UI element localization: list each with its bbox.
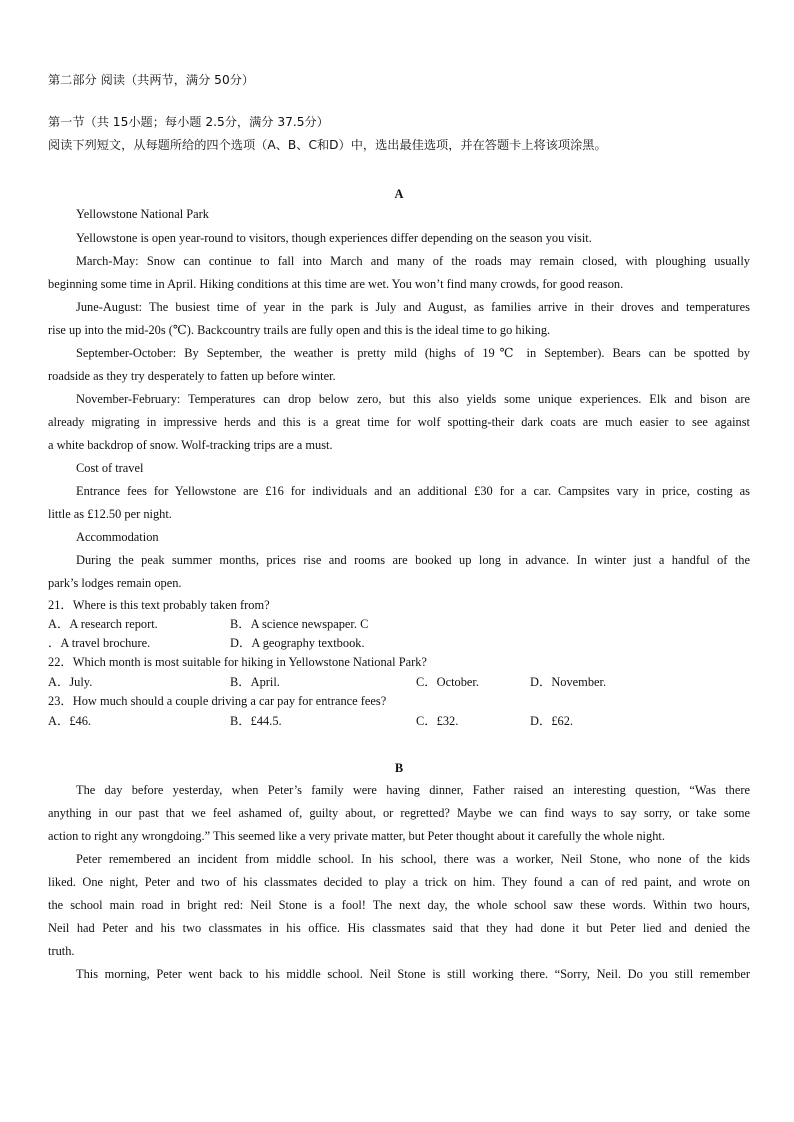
passage-a-line: beginning some time in April. Hiking conditions at this time are wet. You won’t find many crowds, for good reason. xyxy=(48,277,624,291)
passage-a-line: rise up into the mid-20s (℃). Backcountry trails are fully open and this is the ideal time to go hiking. xyxy=(48,323,551,337)
passage-b-line: anything in our past that we feel ashamed of, guilty about, or regretted? Maybe we can find ways to say sorry, or take some xyxy=(48,806,750,820)
passage-b-line: truth. xyxy=(48,944,75,958)
question-21-option-a[interactable]: A．A research report. xyxy=(48,617,158,631)
question-22-option-c[interactable]: C．October. xyxy=(416,675,479,689)
passage-b-line: action to right any wrongdoing.” This seemed like a very private matter, but Peter thought about it carefully the whole night. xyxy=(48,829,665,843)
instructions: 阅读下列短文，从每题所给的四个选项（A、B、C和D）中，选出最佳选项，并在答题卡上将该项涂黑。 xyxy=(48,138,607,152)
passage-a-line: roadside as they try desperately to fatten up before winter. xyxy=(48,369,336,383)
question-23-stem: 23．How much should a couple driving a car pay for entrance fees? xyxy=(48,694,387,708)
passage-a-line: park’s lodges remain open. xyxy=(48,576,182,590)
passage-b-line: the school main road in bright red: Neil Stone is a fool! The next day, the whole school saw these words. Within two hours, xyxy=(48,898,750,912)
passage-a-line: already migrating in impressive herds and this is a great time for wolf spotting-their dark coats are much easier to see against xyxy=(48,415,750,429)
passage-a-line: little as £12.50 per night. xyxy=(48,507,172,521)
passage-a-subheading: Cost of travel xyxy=(76,461,144,475)
passage-a-line: September-October: By September, the weather is pretty mild (highs of 19℃ in September). Bears can be spotted by xyxy=(76,346,750,360)
question-21-option-d[interactable]: D．A geography textbook. xyxy=(230,636,365,650)
passage-a-line: a white backdrop of snow. Wolf-tracking trips are a must. xyxy=(48,438,333,452)
question-23-option-b[interactable]: B．£44.5. xyxy=(230,714,282,728)
passage-a-line: Entrance fees for Yellowstone are £16 for individuals and an additional £30 for a car. Campsites vary in price, costing as xyxy=(76,484,750,498)
passage-b-line: Neil had Peter and his two classmates in his office. His classmates said that they had done it but Peter lied and denied the xyxy=(48,921,750,935)
passage-a-line: March-May: Snow can continue to fall into March and many of the roads may remain closed, with ploughing usually xyxy=(76,254,750,268)
passage-a-subheading: Accommodation xyxy=(76,530,159,544)
passage-b-line: liked. One night, Peter and two of his classmates decided to play a trick on him. They found a can of red paint, and wrote on xyxy=(48,875,750,889)
passage-a-line: June-August: The busiest time of year in the park is July and August, as families arrive in their droves and temperatures xyxy=(76,300,750,314)
passage-b-label: B xyxy=(394,761,404,775)
part-title: 第二部分 阅读（共两节，满分 50分） xyxy=(48,73,255,87)
passage-a-label: A xyxy=(394,187,404,201)
passage-a-line: November-February: Temperatures can drop below zero, but this also yields some unique experiences. Elk and bison are xyxy=(76,392,750,406)
question-23-option-c[interactable]: C．£32. xyxy=(416,714,459,728)
question-22-option-b[interactable]: B．April. xyxy=(230,675,280,689)
section-title: 第一节（共 15小题；每小题 2.5分，满分 37.5分） xyxy=(48,115,329,129)
question-23-option-d[interactable]: D．£62. xyxy=(530,714,574,728)
passage-a-line: Yellowstone is open year-round to visitors, though experiences differ depending on the season you visit. xyxy=(76,231,592,245)
question-22-stem: 22．Which month is most suitable for hiking in Yellowstone National Park? xyxy=(48,655,427,669)
passage-b-line: The day before yesterday, when Peter’s family were having dinner, Father raised an interesting question, “Was there xyxy=(76,783,750,797)
passage-a-line: During the peak summer months, prices rise and rooms are booked up long in advance. In winter just a handful of the xyxy=(76,553,750,567)
question-22-option-a[interactable]: A．July. xyxy=(48,675,93,689)
passage-a-title: Yellowstone National Park xyxy=(76,207,209,221)
question-23-option-a[interactable]: A．£46. xyxy=(48,714,92,728)
question-21-option-b[interactable]: B．A science newspaper. C xyxy=(230,617,369,631)
question-21-option-c[interactable]: ．A travel brochure. xyxy=(48,636,151,650)
question-21-stem: 21．Where is this text probably taken from? xyxy=(48,598,270,612)
passage-b-line: This morning, Peter went back to his middle school. Neil Stone is still working there. “Sorry, Neil. Do you still remember xyxy=(76,967,750,981)
passage-b-line: Peter remembered an incident from middle school. In his school, there was a worker, Neil Stone, who none of the kids xyxy=(76,852,750,866)
question-22-option-d[interactable]: D．November. xyxy=(530,675,607,689)
